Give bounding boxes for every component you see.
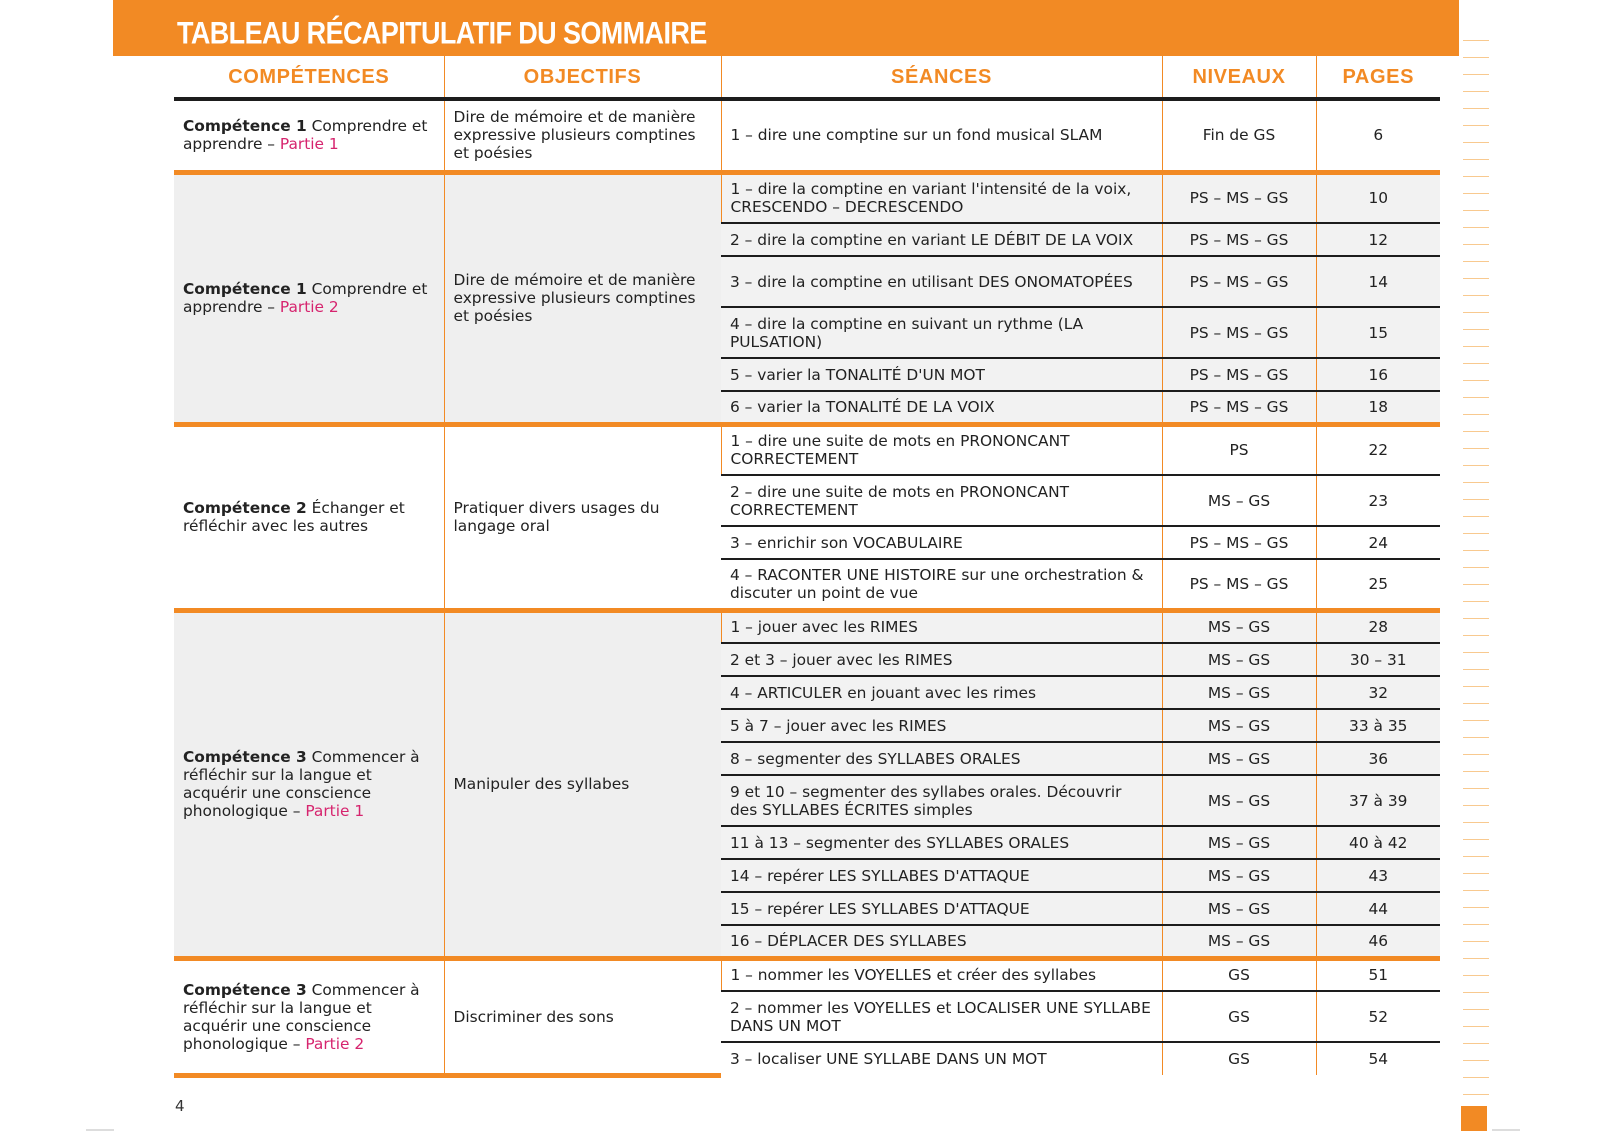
seance-cell: 3 – dire la comptine en utilisant DES ONOMATOPÉES [721,256,1162,307]
niveau-cell: PS – MS – GS [1162,307,1316,358]
header-pages: PAGES [1316,56,1440,99]
niveau-cell: GS [1162,958,1316,991]
page-cell: 46 [1316,925,1440,958]
seance-cell: 1 – jouer avec les RIMES [721,610,1162,643]
seance-cell: 1 – dire une suite de mots en PRONONCANT CORRECTEMENT [721,424,1162,475]
seance-cell: 2 – dire la comptine en variant LE DÉBIT DE LA VOIX [721,223,1162,256]
competence-description: Comprendre et apprendre – [183,117,428,154]
niveau-cell: PS – MS – GS [1162,526,1316,559]
page-cell: 51 [1316,958,1440,991]
page-cell: 10 [1316,172,1440,223]
objectif-cell: Discriminer des sons [444,958,721,1075]
summary-body [174,99,1440,1075]
partie-label: Partie 2 [305,1034,365,1053]
seance-cell: 4 – dire la comptine en suivant un rythme (LA PULSATION) [721,307,1162,358]
seance-cell: 15 – repérer LES SYLLABES D'ATTAQUE [721,892,1162,925]
competence-description: Échanger et réfléchir avec les autres [183,499,405,535]
competence-cell [174,172,444,424]
table-row [174,958,1440,991]
niveau-cell: GS [1162,1042,1316,1075]
niveau-cell: PS – MS – GS [1162,172,1316,223]
page-cell: 44 [1316,892,1440,925]
niveau-cell: MS – GS [1162,859,1316,892]
page-cell: 54 [1316,1042,1440,1075]
side-decoration-lines [1463,24,1489,1104]
niveau-cell: MS – GS [1162,610,1316,643]
competence-description: Comprendre et apprendre – [183,280,428,316]
competence-description: Commencer à réfléchir sur la langue et acquérir une conscience phonologique – [183,980,420,1053]
seance-cell: 16 – DÉPLACER DES SYLLABES [721,925,1162,958]
page-cell: 18 [1316,391,1440,424]
niveau-cell: PS – MS – GS [1162,559,1316,610]
header-row [174,56,1440,99]
seance-cell: 2 – dire une suite de mots en PRONONCANT CORRECTEMENT [721,475,1162,526]
page-cell: 16 [1316,358,1440,391]
partie-label: Partie 1 [279,135,339,154]
table-row [174,172,1440,223]
page-cell: 37 à 39 [1316,775,1440,826]
page-title: TABLEAU RÉCAPITULATIF DU SOMMAIRE [177,16,707,51]
seance-cell: 6 – varier la TONALITÉ DE LA VOIX [721,391,1162,424]
competence-number: Compétence 1 [183,117,307,136]
header-niveaux: NIVEAUX [1162,56,1316,99]
seance-cell: 1 – dire la comptine en variant l'intensité de la voix, CRESCENDO – DECRESCENDO [721,172,1162,223]
seance-cell: 2 – nommer les VOYELLES et LOCALISER UNE SYLLABE DANS UN MOT [721,991,1162,1042]
seance-cell: 5 à 7 – jouer avec les RIMES [721,709,1162,742]
page-cell: 43 [1316,859,1440,892]
niveau-cell: MS – GS [1162,475,1316,526]
header-competences: COMPÉTENCES [174,56,444,99]
summary-table [174,56,1440,1078]
table-row [174,424,1440,475]
competence-number: Compétence 2 [183,499,307,517]
page-cell: 6 [1316,99,1440,172]
header-seances: SÉANCES [721,56,1162,99]
page-cell: 22 [1316,424,1440,475]
page-number: 4 [175,1097,185,1115]
niveau-cell: PS – MS – GS [1162,391,1316,424]
page-cell: 33 à 35 [1316,709,1440,742]
partie-label: Partie 2 [279,298,339,316]
page-cell: 52 [1316,991,1440,1042]
niveau-cell: PS – MS – GS [1162,223,1316,256]
objectif-cell: Dire de mémoire et de manière expressive plusieurs comptines et poésies [444,172,721,424]
niveau-cell: MS – GS [1162,775,1316,826]
page-cell: 36 [1316,742,1440,775]
competence-cell [174,424,444,610]
header-objectifs: OBJECTIFS [444,56,721,99]
title-banner [113,0,1459,56]
seance-cell: 1 – dire une comptine sur un fond musical SLAM [721,99,1162,172]
page-cell: 40 à 42 [1316,826,1440,859]
page-cell: 15 [1316,307,1440,358]
niveau-cell: Fin de GS [1162,99,1316,172]
page-cell: 30 – 31 [1316,643,1440,676]
seance-cell: 11 à 13 – segmenter des SYLLABES ORALES [721,826,1162,859]
seance-cell: 5 – varier la TONALITÉ D'UN MOT [721,358,1162,391]
page-cell: 24 [1316,526,1440,559]
competence-cell [174,610,444,958]
niveau-cell: MS – GS [1162,892,1316,925]
seance-cell: 1 – nommer les VOYELLES et créer des syllabes [721,958,1162,991]
page-cell: 23 [1316,475,1440,526]
competence-number: Compétence 3 [183,980,307,999]
page-cell: 12 [1316,223,1440,256]
niveau-cell: MS – GS [1162,676,1316,709]
niveau-cell: GS [1162,991,1316,1042]
seance-cell: 4 – RACONTER UNE HISTOIRE sur une orchestration & discuter un point de vue [721,559,1162,610]
page-cell: 32 [1316,676,1440,709]
seance-cell: 4 – ARTICULER en jouant avec les rimes [721,676,1162,709]
partie-label: Partie 1 [305,802,365,820]
competence-cell [174,958,444,1075]
niveau-cell: MS – GS [1162,826,1316,859]
seance-cell: 8 – segmenter des SYLLABES ORALES [721,742,1162,775]
page-cell: 14 [1316,256,1440,307]
objectif-cell: Manipuler des syllabes [444,610,721,958]
niveau-cell: MS – GS [1162,643,1316,676]
competence-number: Compétence 1 [183,280,307,298]
page-cell: 25 [1316,559,1440,610]
seance-cell: 14 – repérer LES SYLLABES D'ATTAQUE [721,859,1162,892]
niveau-cell: PS – MS – GS [1162,256,1316,307]
objectif-cell: Dire de mémoire et de manière expressive plusieurs comptines et poésies [444,99,721,172]
seance-cell: 9 et 10 – segmenter des syllabes orales. Découvrir des SYLLABES ÉCRITES simples [721,775,1162,826]
niveau-cell: MS – GS [1162,742,1316,775]
corner-decoration-square [1461,1106,1487,1131]
objectif-cell: Pratiquer divers usages du langage oral [444,424,721,610]
table-row [174,99,1440,172]
niveau-cell: MS – GS [1162,709,1316,742]
page-cell: 28 [1316,610,1440,643]
seance-cell: 3 – localiser UNE SYLLABE DANS UN MOT [730,1050,1047,1068]
competence-cell [174,99,444,172]
competence-number: Compétence 3 [183,748,307,766]
niveau-cell: MS – GS [1162,925,1316,958]
seance-cell: 3 – enrichir son VOCABULAIRE [721,526,1162,559]
seance-cell: 2 et 3 – jouer avec les RIMES [721,643,1162,676]
table-row [174,610,1440,643]
niveau-cell: PS [1162,424,1316,475]
niveau-cell: PS – MS – GS [1162,358,1316,391]
competence-description: Commencer à réfléchir sur la langue et acquérir une conscience phonologique – [183,748,420,820]
